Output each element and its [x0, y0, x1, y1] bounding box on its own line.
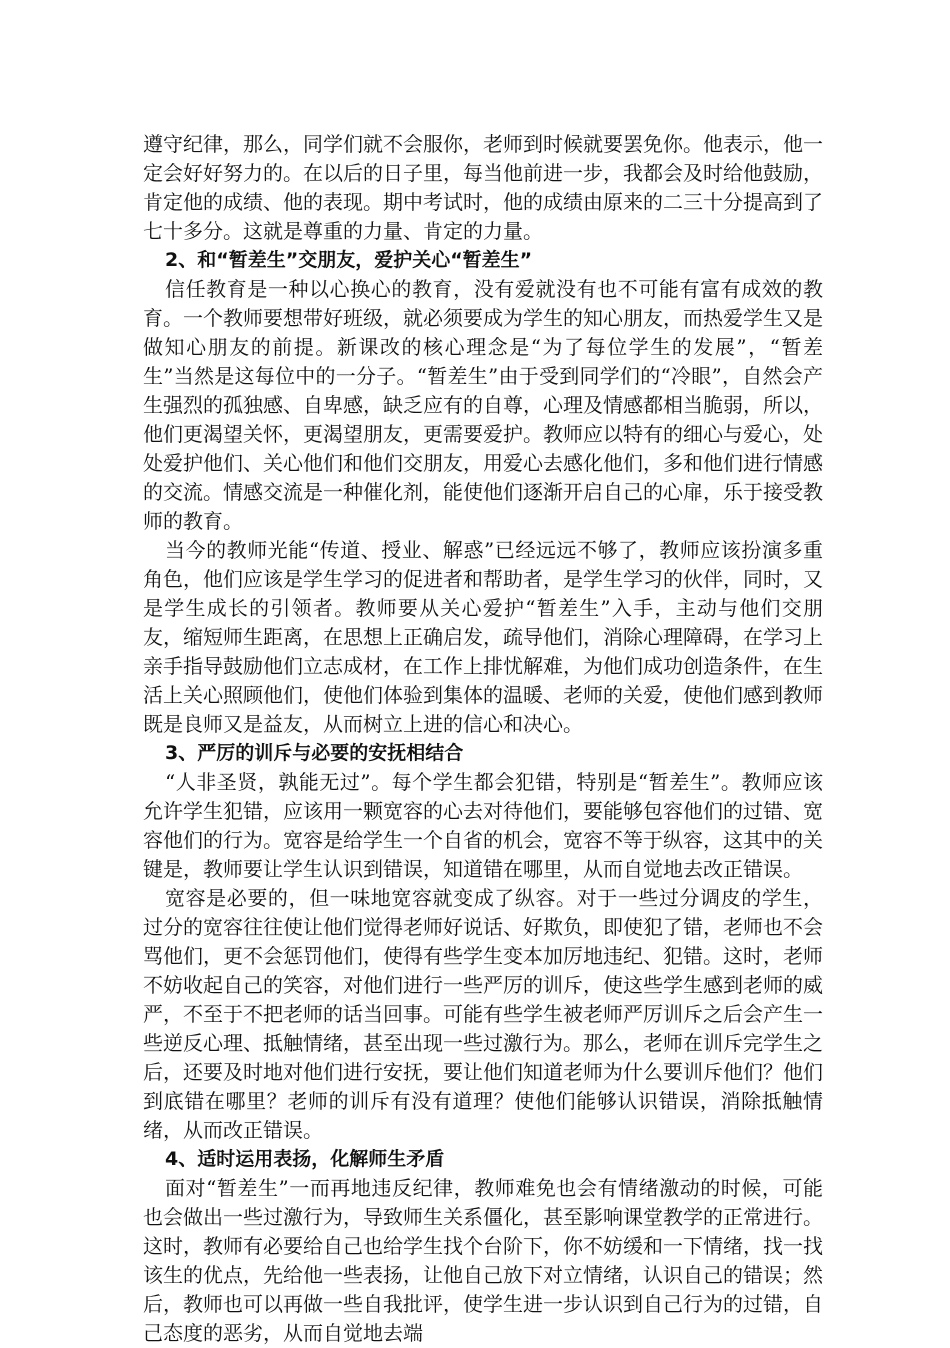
section-heading-3: 3、严厉的训斥与必要的安抚相结合: [165, 742, 464, 764]
paragraph: “人非圣贤，孰能无过”。每个学生都会犯错，特别是“暂差生”。教师应该允许学生犯错，应该用一颗宽容的心去对待他们，要能够包容他们的过错、宽容他们的行为。宽容是给学生一个自省的机会，宽容不等于纵容，这其中的关键是，教师要让学生认识到错误，知道错在哪里，从而自觉地去改正错误。: [143, 770, 823, 881]
section-heading-2: 2、和“暂差生”交朋友，爱护关心“暂差生”: [165, 249, 533, 271]
document-page: [143, 130, 823, 1348]
paragraph: 宽容是必要的，但一味地宽容就变成了纵容。对于一些过分调皮的学生，过分的宽容往往使让他们觉得老师好说话、好欺负，即使犯了错，老师也不会骂他们，更不会惩罚他们，使得有些学生变本加厉地违纪、犯错。这时，老师不妨收起自己的笑容，对他们进行一些严厉的训斥，使这些学生感到老师的威严，不至于不把老师的话当回事。可能有些学生被老师严厉训斥之后会产生一些逆反心理、抵触情绪，甚至出现一些过激行为。那么，老师在训斥完学生之后，还要及时地对他们进行安抚，要让他们知道老师为什么要训斥他们？他们到底错在哪里？老师的训斥有没有道理？使他们能够认识错误，消除抵触情绪，从而改正错误。: [143, 886, 823, 1142]
section-heading-4: 4、适时运用表扬，化解师生矛盾: [165, 1148, 445, 1170]
paragraph: 当今的教师光能“传道、授业、解惑”已经远远不够了，教师应该扮演多重角色，他们应该是学生学习的促进者和帮助者，是学生学习的伙伴，同时，又是学生成长的引领者。教师要从关心爱护“暂差生”入手，主动与他们交朋友，缩短师生距离，在思想上正确启发，疏导他们，消除心理障碍，在学习上亲手指导鼓励他们立志成材，在工作上排忧解难，为他们成功创造条件，在生活上关心照顾他们，使他们体验到集体的温暖、老师的关爱，使他们感到教师既是良师又是益友，从而树立上进的信心和决心。: [143, 538, 823, 736]
paragraph-continuation: 遵守纪律，那么，同学们就不会服你，老师到时候就要罢免你。他表示，他一定会好好努力的。在以后的日子里，每当他前进一步，我都会及时给他鼓励，肯定他的成绩、他的表现。期中考试时，他的成绩由原来的二三十分提高到了七十多分。这就是尊重的力量、肯定的力量。: [143, 132, 823, 243]
paragraph: 面对“暂差生”一而再地违反纪律，教师难免也会有情绪激动的时候，可能也会做出一些过激行为，导致师生关系僵化，甚至影响课堂教学的正常进行。这时，教师有必要给自己也给学生找个台阶下，你不妨缓和一下情绪，找一找该生的优点，先给他一些表扬，让他自己放下对立情绪，认识自己的错误；然后，教师也可以再做一些自我批评，使学生进一步认识到自己行为的过错，自己态度的恶劣，从而自觉地去端: [143, 1176, 823, 1345]
paragraph: 信任教育是一种以心换心的教育，没有爱就没有也不可能有富有成效的教育。一个教师要想带好班级，就必须要成为学生的知心朋友，而热爱学生又是做知心朋友的前提。新课改的核心理念是“为了每位学生的发展”，“暂差生”当然是这每位中的一分子。“暂差生”由于受到同学们的“冷眼”，自然会产生强烈的孤独感、自卑感，缺乏应有的自尊，心理及情感都相当脆弱，所以，他们更渴望关怀，更渴望朋友，更需要爱护。教师应以特有的细心与爱心，处处爱护他们、关心他们和他们交朋友，用爱心去感化他们，多和他们进行情感的交流。情感交流是一种催化剂，能使他们逐渐开启自己的心扉，乐于接受教师的教育。: [143, 277, 823, 533]
